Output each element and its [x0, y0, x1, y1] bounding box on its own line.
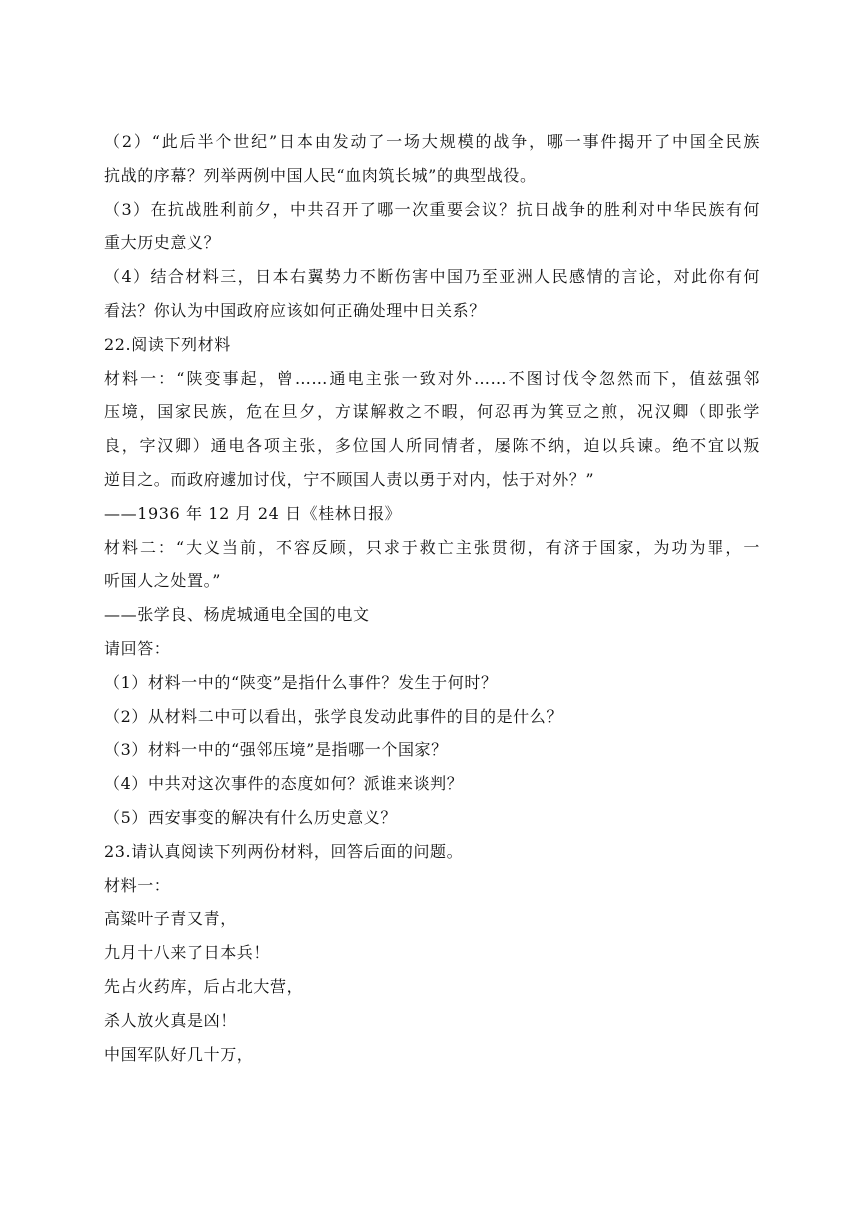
- q22-material2-line2: 听国人之处置。”: [104, 571, 221, 591]
- q21-part2-line2: 抗战的序幕？列举两例中国人民“血肉筑长城”的典型战役。: [104, 165, 537, 185]
- poem-line4: 杀人放火真是凶！: [104, 1010, 237, 1030]
- poem-line2: 九月十八来了日本兵！: [104, 943, 271, 963]
- q22-part3: （3）材料一中的“强邻压境”是指哪一个国家？: [104, 740, 448, 760]
- q22-heading: 22.阅读下列材料: [104, 334, 231, 354]
- q21-part4-line2: 看法？你认为中国政府应该如何正确处理中日关系？: [104, 300, 486, 320]
- q22-part2: （2）从材料二中可以看出，张学良发动此事件的目的是什么？: [104, 706, 563, 726]
- q22-part4: （4）中共对这次事件的态度如何？派谁来谈判？: [104, 774, 464, 794]
- poem-line3: 先占火药库，后占北大营，: [104, 976, 304, 996]
- q21-part2-line1: （2）“此后半个世纪”日本由发动了一场大规模的战争，哪一事件揭开了中国全民族: [104, 132, 760, 151]
- q22-material1-line4: 逆目之。而政府遽加讨伐，宁不顾国人责以勇于对内，怯于对外？”: [104, 469, 595, 489]
- q22-material1-line3: 良，字汉卿）通电各项主张，多位国人所同情者，屡陈不纳，迫以兵谏。绝不宜以叛: [104, 436, 760, 456]
- q21-part3-line1: （3）在抗战胜利前夕，中共召开了哪一次重要会议？抗日战争的胜利对中华民族有何: [104, 199, 760, 219]
- q22-prompt: 请回答：: [104, 638, 171, 658]
- poem-line1: 高粱叶子青又青，: [104, 909, 237, 929]
- poem-line5: 中国军队好几十万，: [104, 1044, 254, 1064]
- q23-heading: 23.请认真阅读下列两份材料，回答后面的问题。: [104, 841, 464, 861]
- q21-part4-line1: （4）结合材料三，日本右翼势力不断伤害中国乃至亚洲人民感情的言论，对此你有何: [104, 267, 760, 287]
- q22-material1-line2: 压境，国家民族，危在旦夕，方谋解救之不暇，何忍再为箕豆之煎，况汉卿（即张学: [104, 402, 760, 422]
- q23-material1-label: 材料一：: [104, 875, 171, 895]
- q22-part1: （1）材料一中的“陕变”是指什么事件？发生于何时？: [104, 672, 498, 692]
- q22-material1-source: ——1936 年 12 月 24 日《桂林日报》: [104, 503, 402, 523]
- q22-part5: （5）西安事变的解决有什么历史意义？: [104, 807, 397, 827]
- q22-material1-line1: 材料一：“陕变事起，曾……通电主张一致对外……不图讨伐令忽然而下，值兹强邻: [104, 368, 760, 388]
- q22-material2-line1: 材料二：“大义当前，不容反顾，只求于救亡主张贯彻，有济于国家，为功为罪，一: [104, 537, 760, 557]
- q21-part3-line2: 重大历史意义？: [104, 233, 221, 253]
- q22-material2-source: ——张学良、杨虎城通电全国的电文: [104, 605, 370, 625]
